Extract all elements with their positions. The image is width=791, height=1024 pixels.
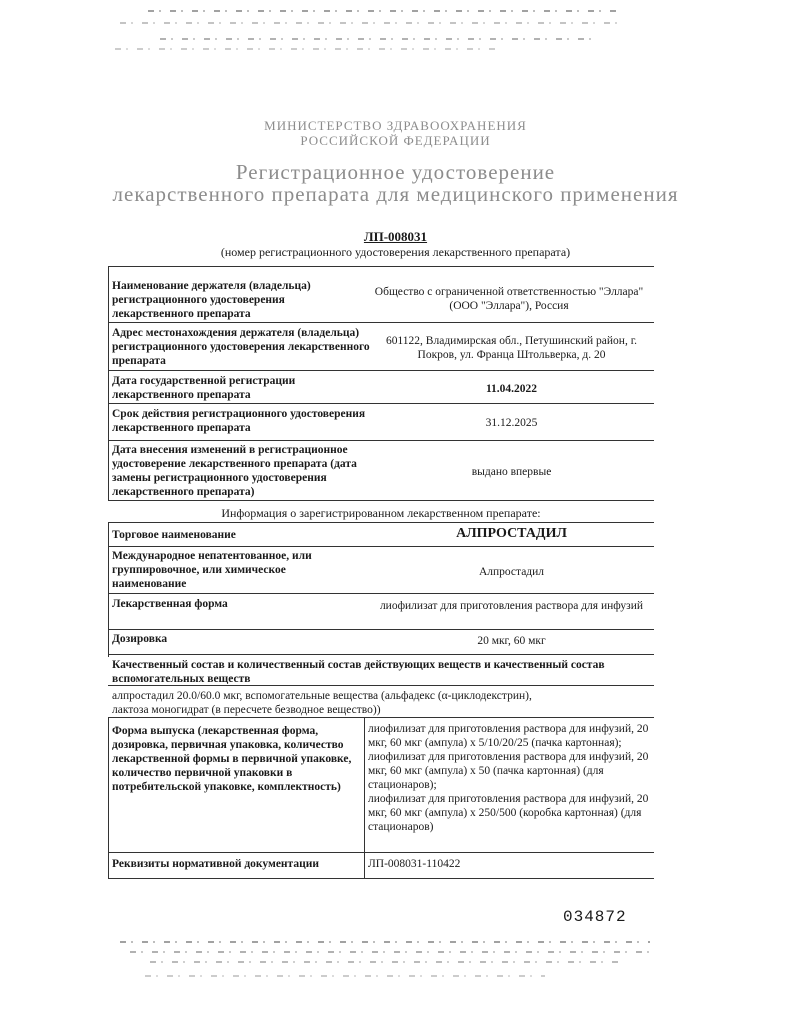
holder-name-value: Общество с ограниченной ответственностью "Эллара" (ООО "Эллара"), Россия bbox=[374, 286, 644, 312]
release-item: лиофилизат для приготовления раствора для инфузий, 20 мкг, 60 мкг (ампула) х 250/500 (коробка картонная) (для стационаров) bbox=[368, 793, 649, 833]
registration-date-label: Дата государственной регистрации лекарственного препарата bbox=[112, 375, 296, 401]
row-divider bbox=[108, 852, 654, 853]
inn-row bbox=[112, 549, 650, 593]
table-border bbox=[108, 266, 109, 500]
holder-address-label: Адрес местонахождения держателя (владельца) регистрационного удостоверения лекарственного препарата bbox=[112, 327, 370, 367]
row-divider bbox=[108, 878, 654, 879]
drug-info-caption: Информация о зарегистрированном лекарственном препарате: bbox=[221, 506, 541, 520]
row-divider bbox=[108, 593, 654, 594]
registration-number: ЛП-008031 bbox=[363, 229, 428, 244]
holder-name-label: Наименование держателя (владельца) регистрационного удостоверения лекарственного препарата bbox=[112, 280, 311, 320]
serial-number: 034872 bbox=[563, 908, 627, 926]
normative-value: ЛП-008031-110422 bbox=[368, 858, 461, 870]
release-item: лиофилизат для приготовления раствора для инфузий, 20 мкг, 60 мкг (ампула) х 50 (пачка картонная) (для стационаров); bbox=[368, 751, 649, 791]
table-border bbox=[108, 522, 109, 657]
row-divider bbox=[108, 522, 654, 523]
certificate-title-line-1: Регистрационное удостоверение bbox=[235, 160, 556, 184]
row-divider bbox=[108, 500, 654, 501]
row-divider bbox=[108, 546, 654, 547]
dosage-form-label: Лекарственная форма bbox=[112, 598, 228, 610]
trade-name-label: Торговое наименование bbox=[112, 529, 236, 541]
release-form-value bbox=[368, 722, 653, 834]
changes-label: Дата внесения изменений в регистрационное удостоверение лекарственного препарата (дата замены регистрационного удостоверения лекарственного препарата) bbox=[112, 444, 357, 498]
certificate-title-line-2: лекарственного препарата для медицинского применения bbox=[112, 182, 679, 206]
validity-row bbox=[112, 407, 650, 437]
changes-value: выдано впервые bbox=[471, 466, 552, 478]
scan-noise-top bbox=[0, 0, 791, 60]
dosage-form-row bbox=[112, 597, 650, 629]
validity-label: Срок действия регистрационного удостоверения лекарственного препарата bbox=[112, 408, 366, 434]
holder-address-row bbox=[112, 326, 650, 370]
registration-date-value: 11.04.2022 bbox=[485, 383, 538, 395]
inn-value: Алпростадил bbox=[478, 566, 545, 578]
normative-label: Реквизиты нормативной документации bbox=[112, 858, 319, 870]
dosage-row bbox=[112, 632, 650, 650]
composition-label: Качественный состав и количественный состав действующих веществ и качественный состав вспомогательных веществ bbox=[112, 659, 605, 685]
holder-name-row bbox=[112, 279, 650, 327]
row-divider bbox=[108, 717, 654, 718]
inn-label: Международное непатентованное, или группировочное, или химическое наименование bbox=[112, 550, 312, 590]
release-form-label: Форма выпуска (лекарственная форма, дозировка, первичная упаковка, количество лекарственной формы в первичной упаковке, количество первичной упаковки в потребительской упаковке, комплектность) bbox=[112, 725, 352, 793]
scan-noise-bottom bbox=[0, 935, 791, 995]
normative-row bbox=[112, 857, 650, 875]
validity-value: 31.12.2025 bbox=[485, 417, 538, 429]
row-divider bbox=[108, 403, 654, 404]
changes-row bbox=[112, 443, 650, 501]
ministry-line-2: РОССИЙСКОЙ ФЕДЕРАЦИИ bbox=[300, 133, 491, 148]
composition-value: алпростадил 20.0/60.0 мкг, вспомогательные вещества (альфадекс (α-циклодекстрин), лактоза моногидрат (в пересчете безводное вещество)) bbox=[112, 690, 532, 716]
row-divider bbox=[108, 685, 654, 686]
table-border bbox=[108, 717, 109, 879]
dosage-label: Дозировка bbox=[112, 633, 168, 645]
row-divider bbox=[108, 629, 654, 630]
holder-address-value: 601122, Владимирская обл., Петушинский район, г. Покров, ул. Франца Штольверка, д. 20 bbox=[385, 335, 638, 361]
trade-name-value: АЛПРОСТАДИЛ bbox=[456, 526, 567, 541]
ministry-line-1: МИНИСТЕРСТВО ЗДРАВООХРАНЕНИЯ bbox=[264, 118, 527, 133]
row-divider bbox=[108, 654, 654, 655]
registration-date-row bbox=[112, 374, 650, 404]
dosage-value: 20 мкг, 60 мкг bbox=[477, 635, 546, 647]
dosage-form-value: лиофилизат для приготовления раствора для инфузий bbox=[379, 600, 644, 612]
row-divider bbox=[108, 370, 654, 371]
row-divider bbox=[108, 440, 654, 441]
table-border bbox=[108, 266, 654, 267]
release-item: лиофилизат для приготовления раствора для инфузий, 20 мкг, 60 мкг (ампула) х 5/10/20/25 (пачка картонная); bbox=[368, 723, 649, 749]
registration-number-caption: (номер регистрационного удостоверения лекарственного препарата) bbox=[220, 245, 571, 259]
row-divider bbox=[108, 322, 654, 323]
trade-name-row bbox=[112, 528, 650, 546]
